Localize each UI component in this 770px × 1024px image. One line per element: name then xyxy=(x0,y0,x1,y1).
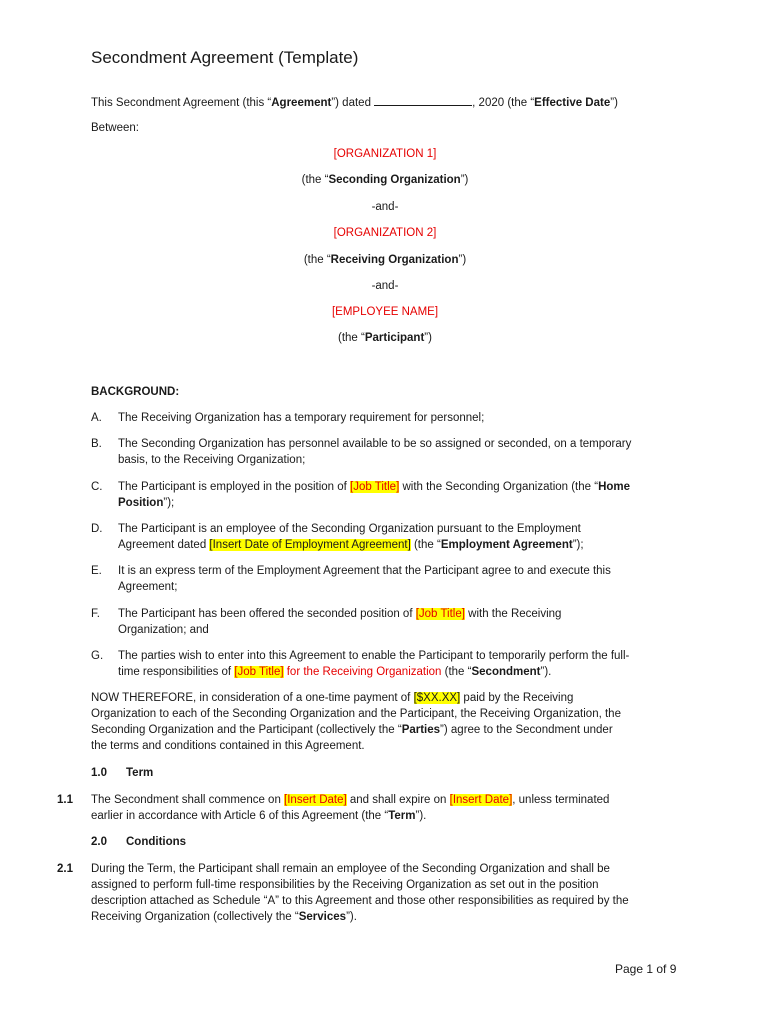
job-title-placeholder: [Job Title] xyxy=(350,481,400,493)
organization-2: [ORGANIZATION 2] xyxy=(333,227,437,239)
document-page: Secondment Agreement (Template) This Secondment Agreement (this “Agreement”) dated , 2020 (the “Effective Date”) Between: [ORGANIZATION 1] (the “Seconding Organization”) -and- [ORGANIZATION 2] (the “Receiving Organization”) -and- [EMPLOYEE NAME] (the “Participant”) BACKGROUND: A. The Receiving Organization has a temporary requirement for personnel; B. The Seconding Organization has personnel available to be so assigned or seconded, on a temporary basis, to the Receiving Organization; C. The Participant is employed in the position of [Job Title] with the Seconding Organization (the “Home Position”); D. The Participant is an employee of the Seconding Organization pursuant to the Employment Agreement dated [Insert Date of Employment Agreement] (the “Employment Agreement”); E. It is an express term of the Employment Agreement that the Participant agree to and execute this Agreement; F. The Participant has been offered the seconded position of [Job Title] with the Receiving Organization; and G. The parties wish to enter into this Agreement to enable the Participant to temporarily perform the full- time responsibilities of [Job Title] for the Receiving Organization (the “Secondment”). NOW THEREFORE, in consideration of a one-time payment of [$XX.XX] paid by the Receiving Organization to each of the Seconding Organization and the Participant, the Receiving Organization, the Seconding Organization and the Participant (collectively the “Parties”) agree to the Secondment under the terms and conditions contained in this Agreement. 1.0 Term 1.1 The Secondment shall commence on [Insert Date] and shall expire on [Insert Date], unless terminated earlier in accordance with Article 6 of this Agreement (the “Term”). 2.0 Conditions 2.1 During the Term, the Participant shall remain an employee of the Seconding Organization and shall be assigned to perform full-time responsibilities by the Receiving Organization as set out in the position description attached as Schedule “A” to this Agreement and those other responsibilities as required by the Receiving Organization (collectively the “Services”). Page 1 of 9 xyxy=(0,0,770,1024)
end-date-placeholder: [Insert Date] xyxy=(449,794,513,806)
organization-1: [ORGANIZATION 1] xyxy=(333,148,437,160)
and-separator-1: -and- xyxy=(371,201,399,213)
document-title: Secondment Agreement (Template) xyxy=(91,48,359,67)
payment-amount-placeholder: [$XX.XX] xyxy=(413,692,461,704)
job-title-placeholder: [Job Title] xyxy=(234,666,284,678)
start-date-placeholder: [Insert Date] xyxy=(284,794,347,806)
participant-label: (the “Participant”) xyxy=(338,332,432,344)
date-blank xyxy=(374,94,472,106)
receiving-organization-label: (the “Receiving Organization”) xyxy=(303,254,467,266)
section-heading-conditions: 2.0 Conditions xyxy=(91,836,187,848)
background-heading: BACKGROUND: xyxy=(91,386,180,398)
job-title-placeholder: [Job Title] xyxy=(415,608,465,620)
employment-date-placeholder: [Insert Date of Employment Agreement] xyxy=(209,539,411,551)
section-heading-term: 1.0 Term xyxy=(91,767,154,779)
page-number: Page 1 of 9 xyxy=(615,962,677,976)
seconding-organization-label: (the “Seconding Organization”) xyxy=(301,174,469,186)
intro-line: This Secondment Agreement (this “Agreement”) dated , 2020 (the “Effective Date”) xyxy=(91,94,618,111)
now-therefore-paragraph: NOW THEREFORE, in consideration of a one-time payment of [$XX.XX] paid by the Receiving Organization to each of the Seconding Organization and the Participant, the Receiving Organization, the Seconding Organization and the Participant (collectively the “Parties”) agree to the Secondment under the terms and conditions contained in this Agreement. xyxy=(91,692,621,752)
employee-name: [EMPLOYEE NAME] xyxy=(331,306,439,318)
between-label: Between: xyxy=(91,122,139,134)
and-separator-2: -and- xyxy=(371,280,399,292)
